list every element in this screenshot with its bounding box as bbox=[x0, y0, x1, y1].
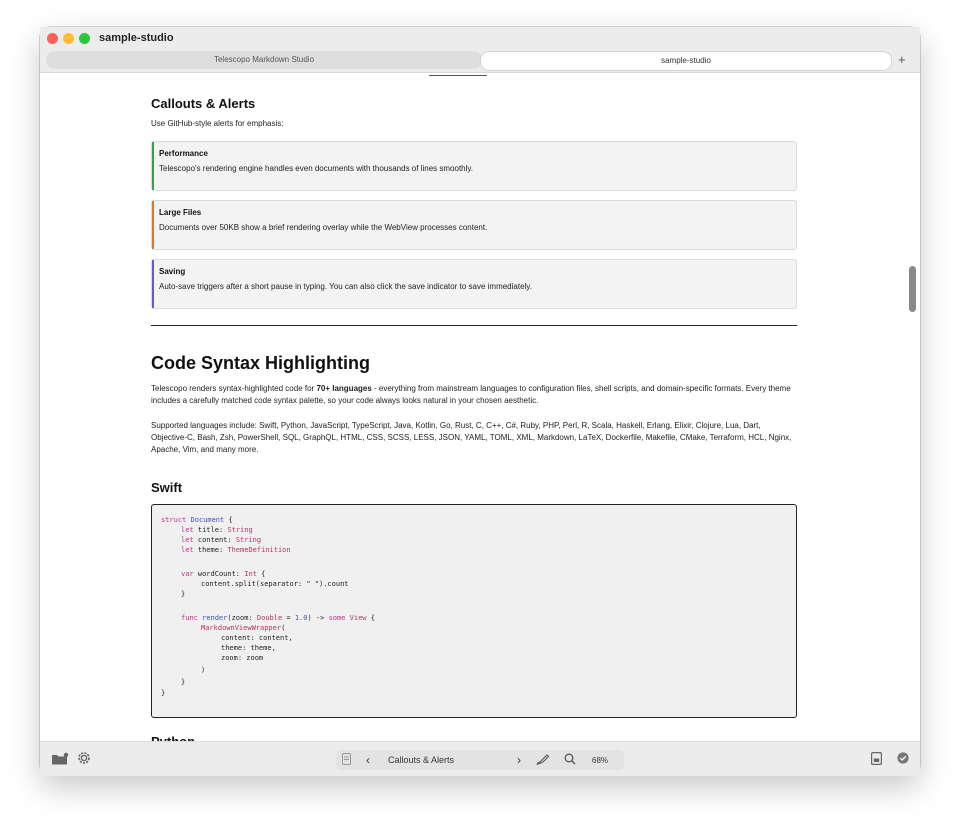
current-section-label[interactable]: Callouts & Alerts bbox=[388, 755, 455, 765]
code-line bbox=[181, 545, 291, 555]
code-line: content: content, bbox=[221, 634, 293, 642]
code-line bbox=[181, 569, 265, 579]
code-line: } bbox=[181, 590, 186, 598]
document-export-icon[interactable] bbox=[871, 752, 882, 768]
app-window bbox=[40, 27, 920, 775]
syntax-heading: Code Syntax Highlighting bbox=[151, 353, 370, 373]
swift-code-block[interactable] bbox=[151, 504, 797, 718]
scrollbar-thumb[interactable] bbox=[909, 266, 916, 312]
previous-section-chevron-icon[interactable]: ‹ bbox=[366, 753, 370, 767]
callout-accent-bar bbox=[152, 260, 154, 308]
callout-text: Auto-save triggers after a short pause in typing. You can also click the save indicator to save immediately. bbox=[159, 282, 532, 291]
code-line bbox=[181, 535, 261, 545]
theme-brush-icon[interactable] bbox=[536, 753, 550, 770]
code-text: (zoom: bbox=[227, 614, 257, 622]
syntax-paragraph-1-bold: 70+ languages bbox=[316, 384, 372, 393]
code-text: ) -> bbox=[307, 614, 329, 622]
tab-sample-studio[interactable]: sample-studio bbox=[480, 51, 892, 71]
code-text: theme: bbox=[193, 546, 228, 554]
title-bar bbox=[40, 27, 920, 51]
code-line bbox=[181, 525, 253, 535]
bottom-toolbar bbox=[40, 741, 920, 776]
code-type: ThemeDefinition bbox=[227, 546, 291, 554]
code-line: theme: theme, bbox=[221, 644, 276, 652]
callout-accent-bar bbox=[152, 142, 154, 190]
code-type: String bbox=[227, 526, 253, 534]
code-line bbox=[201, 623, 285, 633]
tab-telescopo-markdown-studio[interactable]: Telescopo Markdown Studio bbox=[46, 51, 482, 69]
open-folder-icon[interactable] bbox=[51, 752, 69, 769]
code-keyword: let bbox=[181, 536, 194, 544]
code-line: content.split(separator: " ").count bbox=[201, 580, 349, 588]
callout-text: Documents over 50KB show a brief rendering overlay while the WebView processes content. bbox=[159, 223, 488, 232]
next-section-chevron-icon[interactable]: › bbox=[517, 753, 521, 767]
minimize-window-button[interactable] bbox=[63, 33, 74, 44]
code-keyword: var bbox=[181, 570, 194, 578]
scroll-position-indicator bbox=[429, 75, 487, 76]
code-text: title: bbox=[193, 526, 228, 534]
code-type: Double bbox=[256, 614, 283, 622]
syntax-paragraph-1 bbox=[151, 383, 797, 407]
code-type: String bbox=[235, 536, 262, 544]
callouts-intro: Use GitHub-style alerts for emphasis: bbox=[151, 119, 284, 128]
code-text: { bbox=[366, 614, 375, 622]
maximize-window-button[interactable] bbox=[79, 33, 90, 44]
callout-performance bbox=[151, 141, 797, 191]
code-line: } bbox=[181, 678, 186, 686]
code-text: { bbox=[256, 570, 266, 578]
document-view[interactable] bbox=[40, 73, 910, 741]
code-line: ) bbox=[201, 666, 206, 674]
swift-heading: Swift bbox=[151, 480, 183, 495]
outline-icon[interactable] bbox=[342, 753, 351, 769]
callout-title: Performance bbox=[159, 149, 208, 158]
callout-accent-bar bbox=[152, 201, 154, 249]
code-text: { bbox=[224, 516, 233, 524]
callout-saving bbox=[151, 259, 797, 309]
code-function-name: render bbox=[202, 614, 228, 622]
code-keyword: let bbox=[181, 526, 194, 534]
code-text: wordCount: bbox=[193, 570, 245, 578]
syntax-paragraph-1-text-rest: - everything from mainstream languages to configuration files, shell scripts, and domain-specific formats. Every theme includes a carefully matched code syntax palette, so your code always looks natural in your chosen aesthetic. bbox=[151, 384, 791, 405]
callout-large-files bbox=[151, 200, 797, 250]
section-navigator bbox=[336, 750, 624, 770]
code-type: Int bbox=[244, 570, 257, 578]
syntax-paragraph-2: Supported languages include: Swift, Python, JavaScript, TypeScript, Java, Kotlin, Go, Rust, C, C++, C#, Ruby, PHP, Perl, R, Scala, Haskell, Erlang, Elixir, Clojure, Lua, Dart, Objective-C, Bash, Zsh, PowerShell, SQL, GraphQL, HTML, CSS, SCSS, LESS, JSON, YAML, TOML, XML, Markdown, LaTeX, Dockerfile, Makefile, CMake, Terraform, HCL, Nginx, Apache, Vim, and many more. bbox=[151, 421, 792, 454]
callout-title: Saving bbox=[159, 267, 186, 276]
code-line bbox=[161, 515, 233, 525]
code-line: zoom: zoom bbox=[221, 654, 264, 662]
code-number: 1.0 bbox=[294, 614, 308, 622]
code-text: = bbox=[282, 614, 295, 622]
tab-bar bbox=[40, 51, 920, 73]
settings-gear-icon[interactable] bbox=[77, 751, 91, 768]
callouts-heading: Callouts & Alerts bbox=[151, 96, 256, 111]
save-status-checkmark-icon[interactable] bbox=[897, 752, 909, 767]
code-line: } bbox=[161, 689, 166, 697]
window-title: sample-studio bbox=[99, 32, 174, 44]
code-text: content: bbox=[193, 536, 236, 544]
code-type-name: Document bbox=[190, 516, 225, 524]
code-text: ( bbox=[281, 624, 286, 632]
zoom-level[interactable]: 68% bbox=[592, 756, 609, 765]
code-keyword: struct bbox=[161, 516, 187, 524]
code-keyword: some bbox=[328, 614, 346, 622]
code-type: View bbox=[349, 614, 367, 622]
horizontal-rule bbox=[151, 325, 797, 326]
callout-text: Telescopo's rendering engine handles even documents with thousands of lines smoothly. bbox=[159, 164, 474, 173]
code-keyword: let bbox=[181, 546, 194, 554]
search-icon[interactable] bbox=[564, 753, 576, 769]
close-window-button[interactable] bbox=[47, 33, 58, 44]
code-line bbox=[181, 613, 375, 623]
syntax-paragraph-1-text: Telescopo renders syntax-highlighted code for bbox=[151, 384, 317, 393]
callout-title: Large Files bbox=[159, 208, 202, 217]
code-type: MarkdownViewWrapper bbox=[201, 624, 282, 632]
add-tab-button[interactable]: + bbox=[898, 52, 906, 67]
code-keyword: func bbox=[181, 614, 198, 622]
